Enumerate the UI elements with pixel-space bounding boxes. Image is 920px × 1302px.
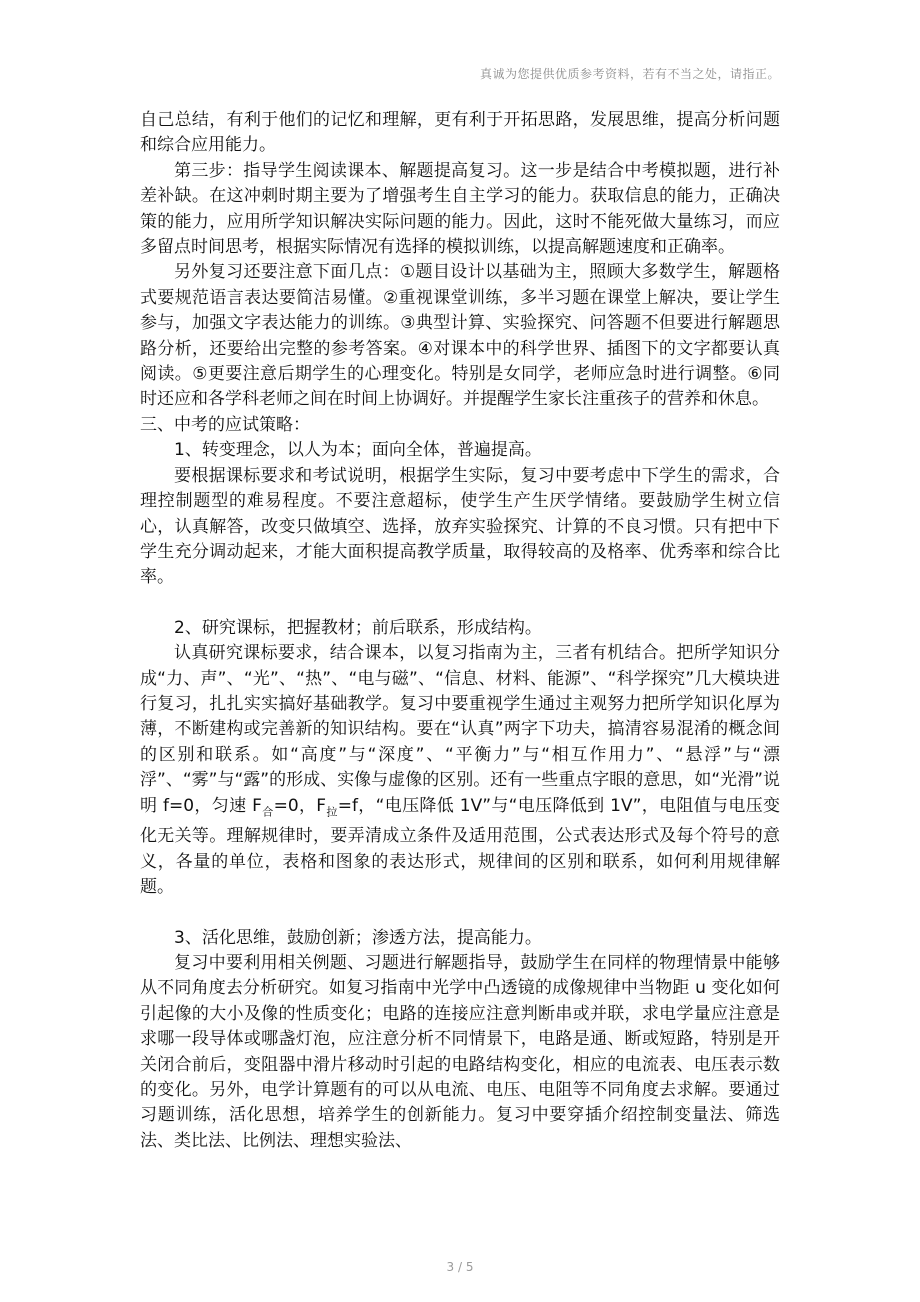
section-heading-strategy: 三、中考的应试策略： <box>140 414 310 435</box>
blank-line <box>140 901 780 926</box>
page-header-note: 真诚为您提供优质参考资料，若有不当之处，请指正。 <box>479 67 780 81</box>
paragraph-subsection-1: 要根据课标要求和考试说明，根据学生实际，复习中要考虑中下学生的需求，合理控制题型的难易程度。不要注意超标，使学生产生厌学情绪。要鼓励学生树立信心，认真解答，改变只做填空、选择，放弃实验探究、计算的不良习惯。只有把中下学生充分调动起来，才能大面积提高教学质量，取得较高的及格率、优秀率和综合比率。 <box>140 465 780 588</box>
document-body <box>140 108 780 1154</box>
paragraph-notes: 另外复习还要注意下面几点：①题目设计以基础为主，照顾大多数学生，解题格式要规范语言表达要简洁易懂。②重视课堂训练，多半习题在课堂上解决，要让学生参与，加强文字表达能力的训练。③典型计算、实验探究、问答题不但要进行解题思路分析，还要给出完整的参考答案。④对课本中的科学世界、插图下的文字都要认真阅读。⑤更要注意后期学生的心理变化。特别是女同学，老师应急时进行调整。⑥同时还应和各学科老师之间在时间上协调好。并提醒学生家长注重孩子的营养和休息。 <box>140 262 780 410</box>
subsection-heading-3: 3、活化思维，鼓励创新；渗透方法，提高能力。 <box>174 927 542 948</box>
text-run: =f，“电压降低 1V”与“电压降低到 1V”，电阻值与电压变化无关等。理解规律时，要弄清成立条件及适用范围，公式表达形式及每个符号的意义，各量的单位，表格和图象的表达形式，规律间的区别和联系，如何利用规律解题。 <box>140 795 781 898</box>
text-run: 认真研究课标要求，结合课本，以复习指南为主，三者有机结合。把所学知识分成“力、声”、“光”、“热”、“电与磁”、“信息、材料、能源”、“科学探究”几大模块进行复习，扎扎实实搞好基础教学。复习中要重视学生通过主观努力把所学知识化厚为薄，不断建构或完善新的知识结构。要在“认真”两字下功夫，搞清容易混淆的概念间的区别和联系。如“高度”与“深度”、“平衡力”与“相互作用力”、“悬浮”与“漂浮”、“雾”与“露”的形成、实像与虚像的区别。还有一些重点字眼的意思，如“光滑”说明 f=0，匀速 F <box>140 643 780 816</box>
page-number: 3 / 5 <box>446 1260 474 1274</box>
paragraph-subsection-3: 复习中要利用相关例题、习题进行解题指导，鼓励学生在同样的物理情景中能够从不同角度去分析研究。如复习指南中光学中凸透镜的成像规律中当物距 u 变化如何引起像的大小及像的性质变化；电路的连接应注意判断串或并联，求电学量应注意是求哪一段导体或哪盏灯泡，应注意分析不同情景下，电路是通、断或短路，特别是开关闭合前后，变阻器中滑片移动时引起的电路结构变化，相应的电流表、电压表示数的变化。另外，电学计算题有的可以从电流、电压、电阻等不同角度去求解。要通过习题训练，活化思想，培养学生的创新能力。复习中要穿插介绍控制变量法、筛选法、类比法、比例法、理想实验法、 <box>140 952 780 1151</box>
paragraph-summary: 自己总结，有利于他们的记忆和理解，更有利于开拓思路，发展思维，提高分析问题和综合应用能力。 <box>140 110 780 156</box>
subscript-he: 合 <box>261 804 274 818</box>
paragraph-subsection-2 <box>140 641 780 900</box>
text-run: =0，F <box>273 795 327 816</box>
subsection-heading-2: 2、研究课标，把握教材；前后联系，形成结构。 <box>174 617 542 638</box>
paragraph-step-three: 第三步：指导学生阅读课本、解题提高复习。这一步是结合中考模拟题，进行补差补缺。在这冲刺时期主要为了增强考生自主学习的能力。获取信息的能力，正确决策的能力，应用所学知识解决实际问题的能力。因此，这时不能死做大量练习，而应多留点时间思考，根据实际情况有选择的模拟训练，以提高解题速度和正确率。 <box>140 160 780 258</box>
subscript-la: 拉 <box>326 804 338 818</box>
subsection-heading-1: 1、转变理念，以人为本；面向全体，普遍提高。 <box>174 440 542 461</box>
blank-line <box>140 591 780 616</box>
